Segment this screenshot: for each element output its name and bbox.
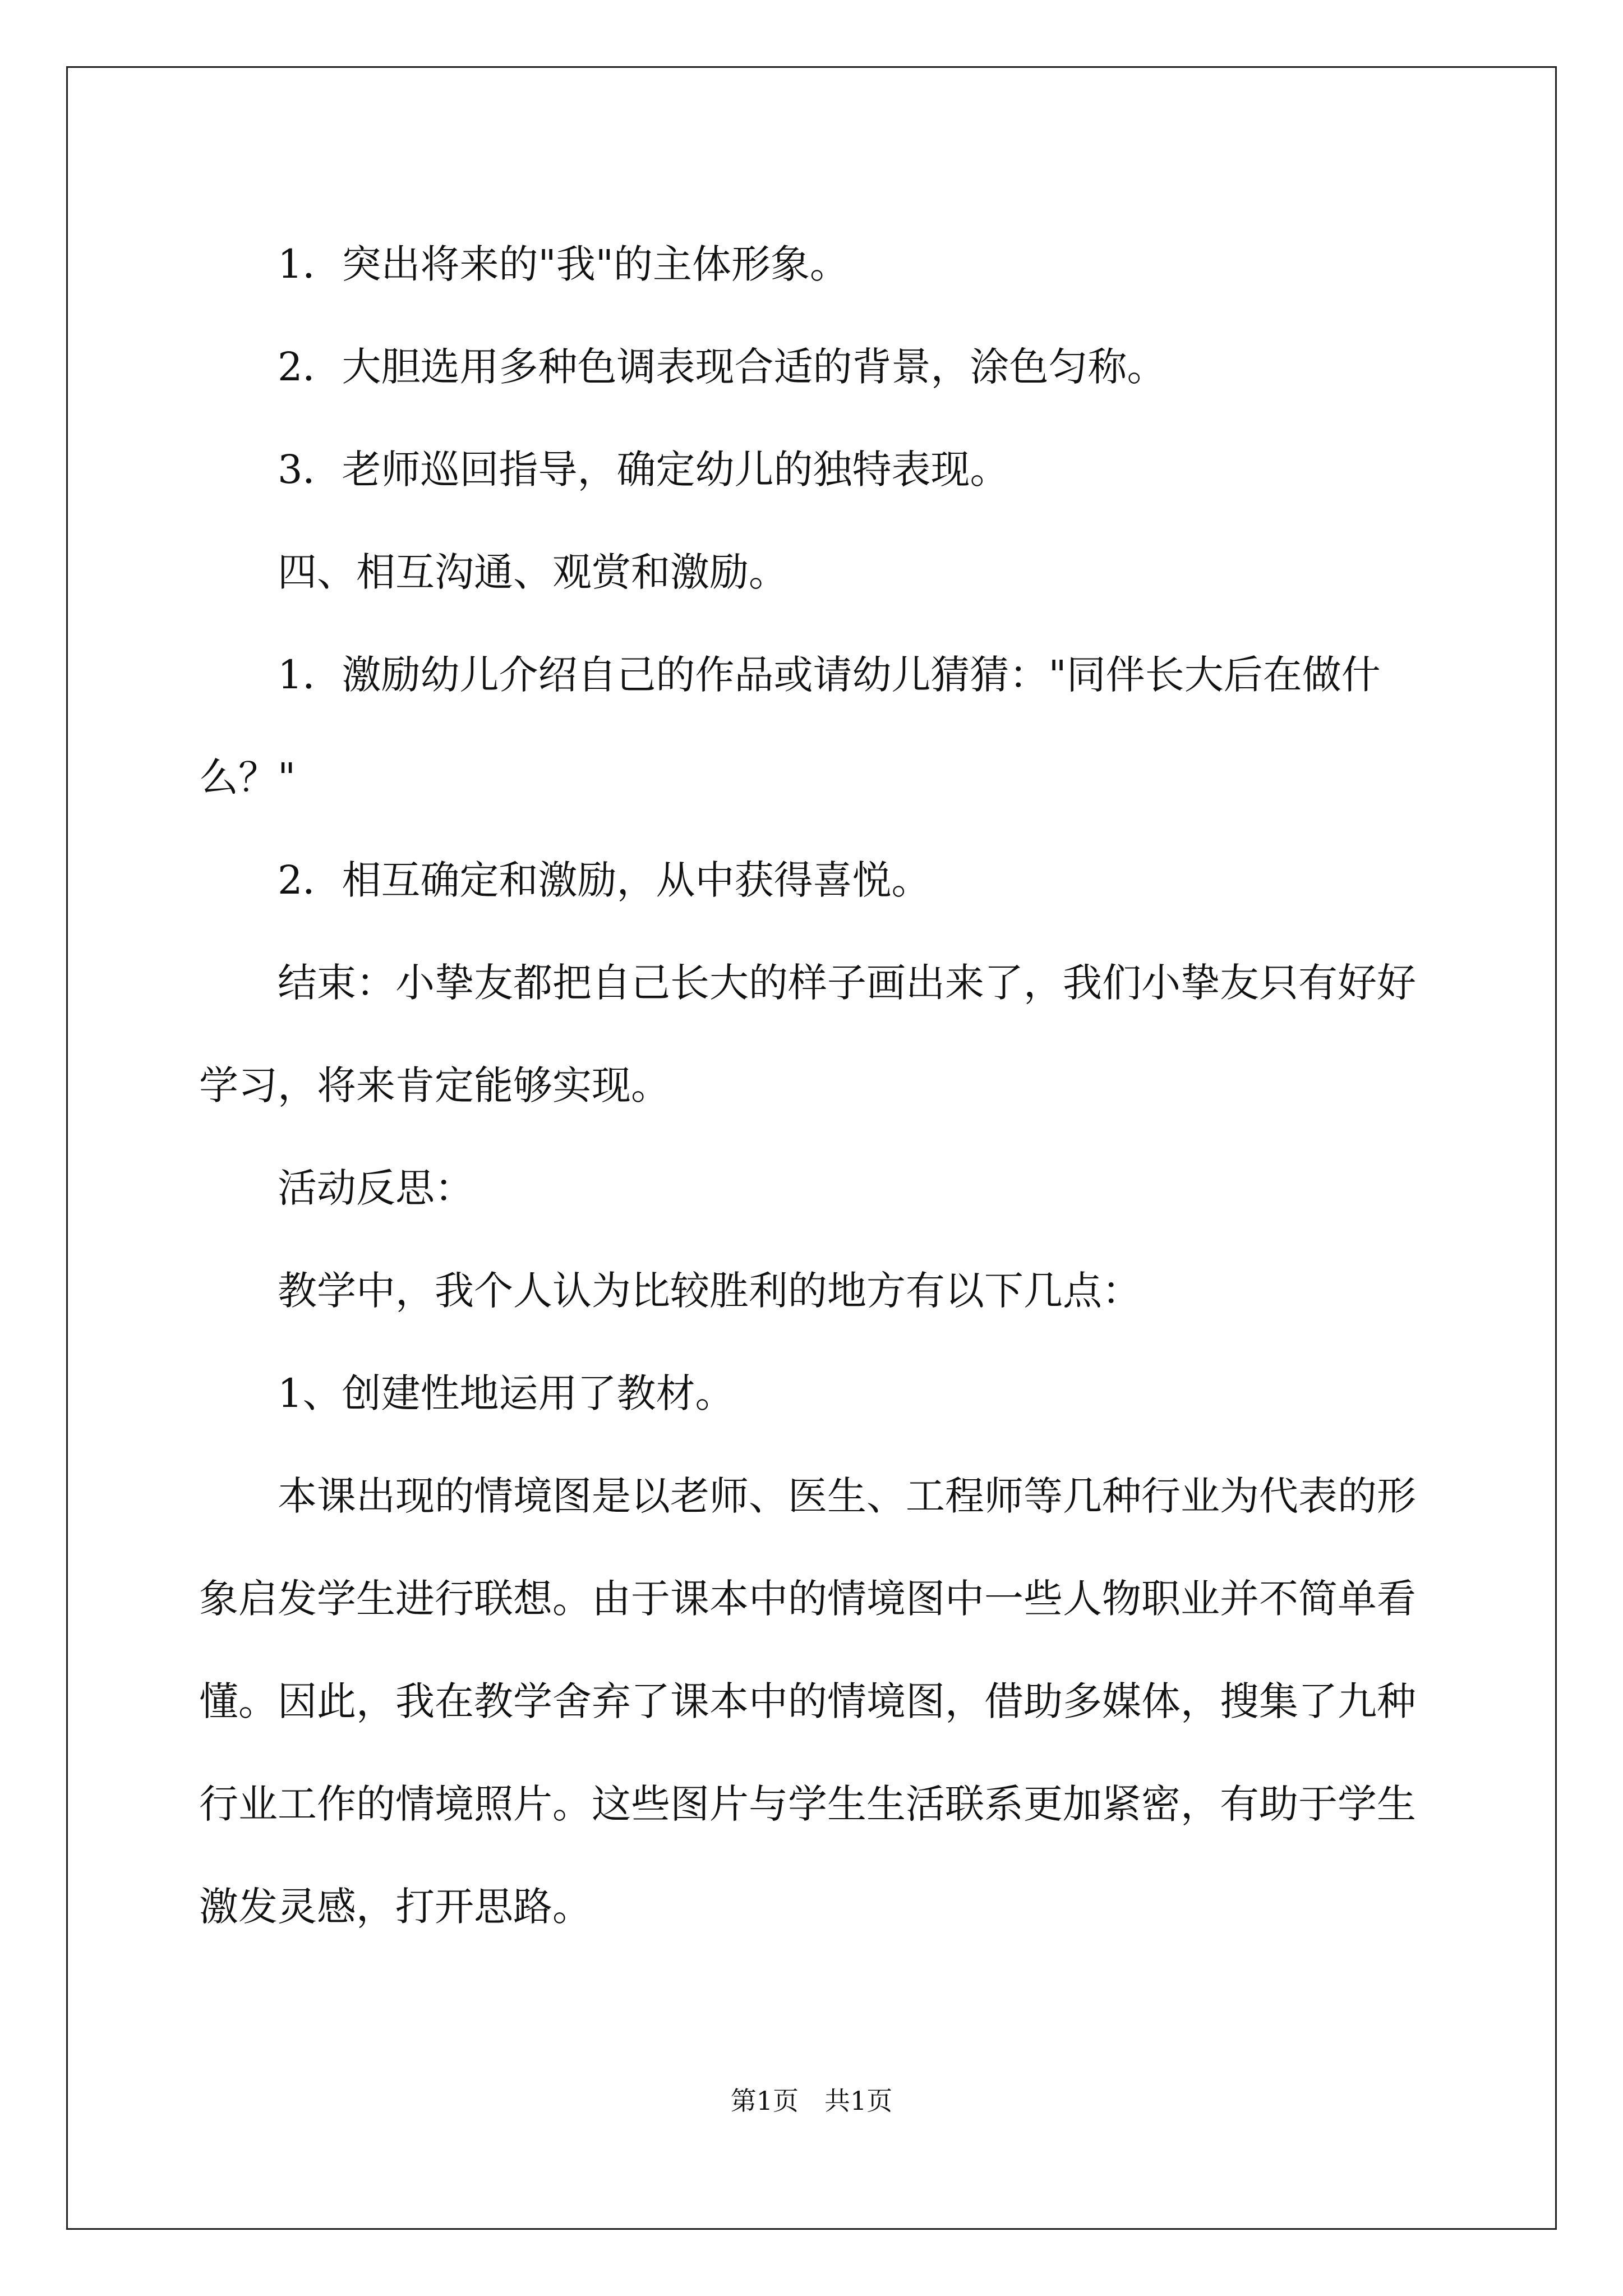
page-number-footer: 第1页 共1页	[730, 2086, 893, 2116]
paragraph-7: 结束：小挚友都把自己长大的样子画出来了，我们小挚友只有好好学习，将来肯定能够实现。	[199, 960, 1416, 1108]
paragraph-5: 1．激励幼儿介绍自己的作品或请幼儿猜猜："同伴长大后在做什么？"	[199, 652, 1381, 800]
paragraph-2: 2．大胆选用多种色调表现合适的背景，涂色匀称。	[278, 344, 1166, 390]
section-heading: 四、相互沟通、观赏和激励。	[278, 549, 788, 595]
paragraph-6: 2．相互确定和激励，从中获得喜悦。	[278, 857, 931, 903]
paragraph-10: 1、创建性地运用了教材。	[278, 1370, 735, 1416]
paragraph-3: 3．老师巡回指导，确定幼儿的独特表现。	[278, 447, 1009, 493]
paragraph-1: 1．突出将来的"我"的主体形象。	[278, 241, 849, 287]
reflection-heading: 活动反思：	[278, 1165, 474, 1211]
paragraph-11: 本课出现的情境图是以老师、医生、工程师等几种行业为代表的形象启发学生进行联想。由于课本中的情境图中一些人物职业并不简单看懂。因此，我在教学舍弃了课本中的情境图，借助多媒体，搜集了九种行业工作的情境照片。这些图片与学生生活联系更加紧密，有助于学生激发灵感，打开思路。	[199, 1473, 1416, 1930]
paragraph-9: 教学中，我个人认为比较胜利的地方有以下几点：	[278, 1268, 1141, 1314]
document-body	[199, 213, 1436, 1958]
